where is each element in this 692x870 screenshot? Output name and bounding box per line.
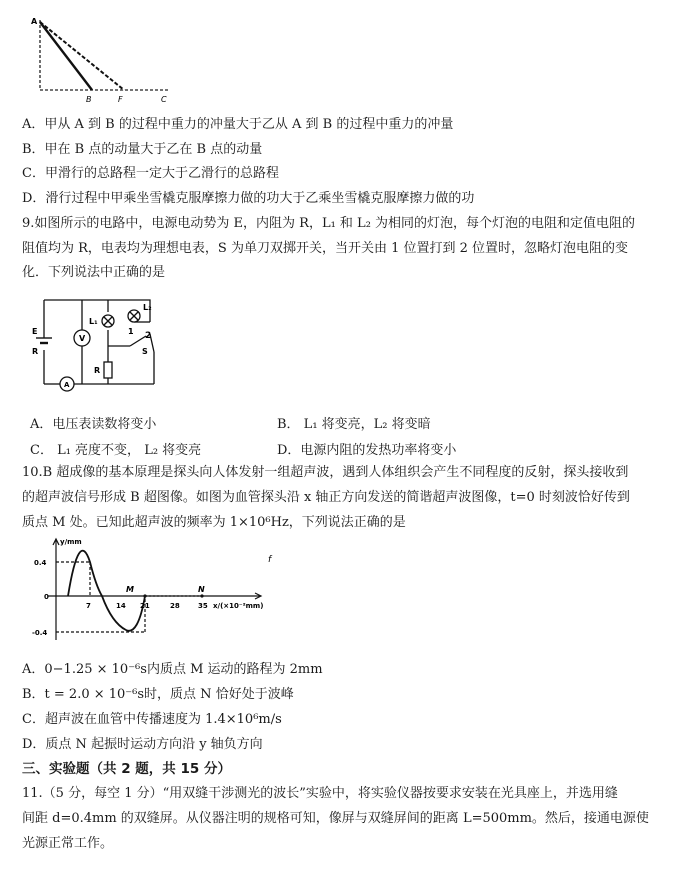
q9-option-d: D．电源内阻的发热功率将变小 [277,443,457,458]
x-tick-14: 14 [116,602,126,610]
label-c: C [161,95,167,104]
ammeter-label: A [64,381,70,389]
x-tick-21: 21 [140,602,150,610]
stray-mark: f [268,555,272,565]
q11-stem-line3: 光源正常工作。 [22,836,114,851]
q10-option-c: C．超声波在血管中传播速度为 1.4×10⁶m/s [22,712,282,727]
x-tick-35: 35 [198,602,208,610]
voltmeter-label: V [79,334,86,343]
point-n-label: N [198,585,205,594]
label-l1: L₁ [89,317,98,326]
label-b: B [86,95,92,104]
y-axis-label: y/mm [60,538,82,546]
label-f: F [118,95,123,104]
q8-option-d: D．滑行过程中甲乘坐雪橇克服摩擦力做的功大于乙乘坐雪橇克服摩擦力做的功 [22,191,475,206]
q10-stem-line1: 10.B 超成像的基本原理是探头向人体发射一组超声波，遇到人体组织会产生不同程度的反射，探头接收到 [22,465,629,480]
y-tick-0: 0 [44,593,49,601]
wave-graph [30,536,280,646]
point-m-label: M [126,585,134,594]
label-a: A [31,17,38,26]
q10-option-d: D．质点 N 起振时运动方向沿 y 轴负方向 [22,737,263,752]
switch-pos-1: 1 [128,327,134,336]
q10-stem-line3: 质点 M 处。已知此超声波的频率为 1×10⁶Hz，下列说法正确的是 [22,515,406,530]
q9-option-a: A．电压表读数将变小 [30,417,157,432]
q11-stem-line1: 11.（5 分，每空 1 分）“用双缝干涉测光的波长”实验中，将实验仪器按要求安装在光具座上，并选用缝 [22,786,618,801]
q9-option-c: C． L₁ 亮度不变， L₂ 将变亮 [30,443,202,458]
q9-stem-line2: 阻值均为 R，电表均为理想电表，S 为单刀双掷开关，当开关由 1 位置打到 2 位置时，忽略灯泡电阻的变 [22,241,629,256]
q9-stem-line3: 化．下列说法中正确的是 [22,265,166,280]
x-axis-label: x/(×10⁻²mm) [213,602,264,610]
section-3-heading: 三、实验题（共 2 题，共 15 分） [22,761,231,777]
q9-option-b: B． L₁ 将变亮，L₂ 将变暗 [277,417,431,432]
q9-stem-line1: 9.如图所示的电路中，电源电动势为 E，内阻为 R，L₁ 和 L₂ 为相同的灯泡，每个灯泡的电阻和定值电阻的 [22,216,636,231]
q8-option-c: C．甲滑行的总路程一定大于乙滑行的总路程 [22,166,279,181]
switch-pos-2: 2 [145,331,152,341]
label-l2: L₂ [143,303,152,312]
switch-label: S [142,347,148,356]
slope-figure [28,14,178,106]
y-tick-neg-0.4: -0.4 [32,629,48,637]
x-tick-28: 28 [170,602,180,610]
label-r-fixed: R [94,366,101,375]
q10-option-b: B．t = 2.0 × 10⁻⁶s时，质点 N 恰好处于波峰 [22,687,294,702]
circuit-diagram [30,290,160,400]
q11-stem-line2: 间距 d=0.4mm 的双缝屏。从仪器注明的规格可知，像屏与双缝屏间的距离 L=500mm。然后，接通电源使 [22,811,649,826]
q8-option-b: B．甲在 B 点的动量大于乙在 B 点的动量 [22,142,263,157]
y-tick-0.4: 0.4 [34,559,47,567]
q10-option-a: A．0−1.25 × 10⁻⁶s内质点 M 运动的路程为 2mm [22,662,323,677]
label-r-internal: R [32,347,39,356]
x-tick-7: 7 [86,602,91,610]
q8-option-a: A．甲从 A 到 B 的过程中重力的冲量大于乙从 A 到 B 的过程中重力的冲量 [22,117,454,132]
q10-stem-line2: 的超声波信号形成 B 超图像。如图为血管探头沿 x 轴正方向发送的简谐超声波图像，t=0 时刻波恰好传到 [22,490,630,505]
label-e: E [32,327,38,336]
